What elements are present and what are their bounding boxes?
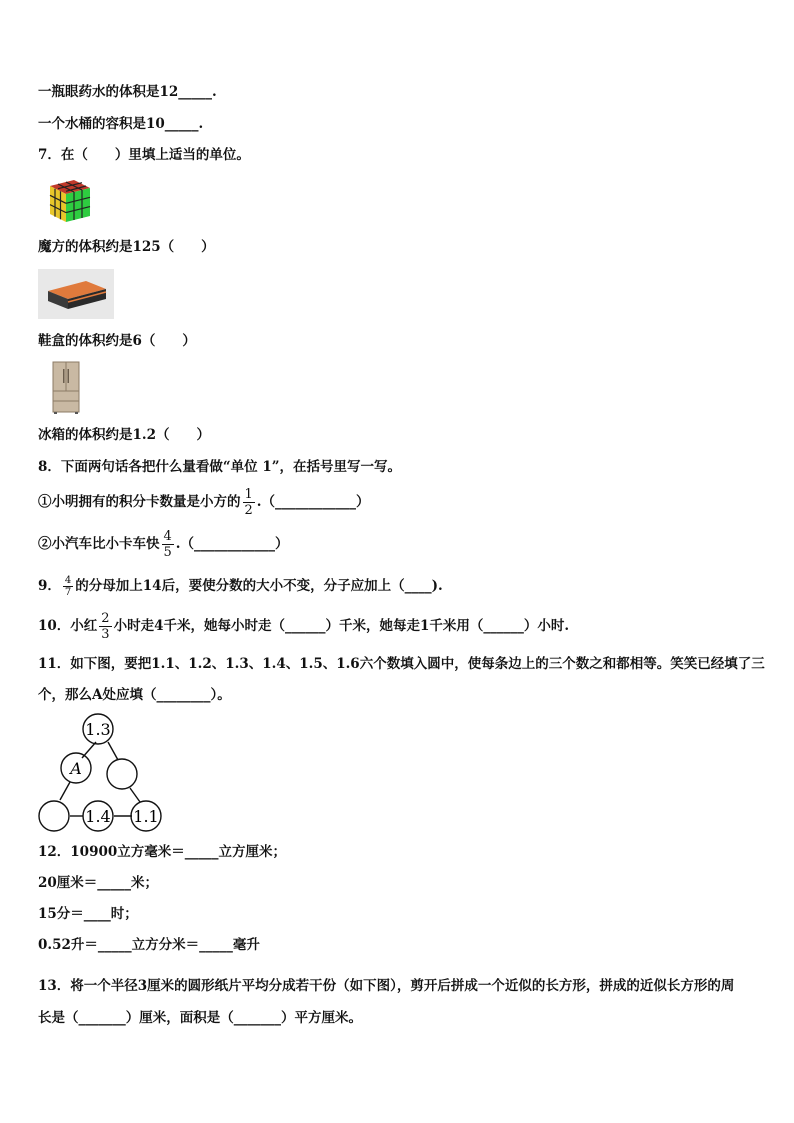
q9-fraction — [63, 575, 73, 598]
rubiks-cube-image — [44, 178, 94, 226]
q8a-text: ①小明拥有的积分卡数量是小方的 — [38, 494, 241, 510]
q8a-answer-blank: .（____________） — [256, 494, 370, 510]
question-10 — [38, 608, 569, 644]
triangle-circle-diagram — [36, 712, 166, 834]
question-12-a: 12．10900立方毫米＝_____立方厘米； — [38, 844, 287, 860]
q10-text-start: 10．小红 — [38, 618, 98, 634]
bucket-question: 一个水桶的容积是10_____. — [38, 116, 204, 132]
q10-fraction — [99, 611, 111, 642]
question-8b — [38, 526, 288, 562]
question-11-line2: 个，那么A处应填（________）。 — [38, 687, 231, 703]
q8b-denominator: 5 — [163, 544, 172, 560]
eye-drop-question: 一瓶眼药水的体积是12_____. — [38, 84, 217, 100]
label-bottom-mid: 1.4 — [85, 807, 111, 826]
label-a: A — [70, 759, 82, 778]
q9-text: 的分母加上14后，要使分数的大小不变，分子应加上（____). — [75, 578, 443, 594]
question-12-d: 0.52升＝_____立方分米＝_____毫升 — [38, 937, 260, 953]
fridge-image — [50, 361, 82, 415]
q9-numerator: 4 — [64, 574, 72, 586]
q10-numerator: 2 — [101, 610, 110, 626]
q8b-fraction — [162, 529, 174, 560]
question-8: 8．下面两句话各把什么量看做“单位 1”，在括号里写一写。 — [38, 459, 402, 475]
cube-volume-question: 魔方的体积约是125（ ） — [38, 239, 215, 255]
q8a-denominator: 2 — [244, 502, 253, 518]
edge-top-right — [108, 742, 118, 760]
question-8a — [38, 484, 369, 520]
circle-right-mid — [107, 759, 137, 789]
q9-denominator: 7 — [64, 586, 72, 598]
question-13-line2: 长是（_______）厘米，面积是（_______）平方厘米。 — [38, 1010, 362, 1026]
question-9 — [38, 570, 443, 602]
q10-text-end: 小时走4千米，她每小时走（______）千米，她每走1千米用（______）小时. — [113, 618, 570, 634]
circle-bottom-left — [39, 801, 69, 831]
edge-left-bottom — [60, 782, 70, 800]
question-12-b: 20厘米＝_____米； — [38, 875, 159, 891]
q8b-numerator: 4 — [163, 528, 172, 544]
label-bottom-right: 1.1 — [133, 807, 159, 826]
q10-denominator: 3 — [101, 626, 110, 642]
question-11-line1: 11．如下图，要把1.1、1.2、1.3、1.4、1.5、1.6六个数填入圆中，使每条边上的三个数之和都相等。笑笑已经填了三 — [38, 656, 765, 672]
q8a-fraction — [243, 487, 255, 518]
question-12-c: 15分＝____时； — [38, 906, 138, 922]
q8b-text: ②小汽车比小卡车快 — [38, 536, 160, 552]
q8a-numerator: 1 — [244, 486, 253, 502]
shoebox-image — [38, 269, 114, 319]
edge-right-bottom — [130, 788, 140, 802]
q8b-answer-blank: .（____________） — [175, 536, 289, 552]
shoebox-volume-question: 鞋盒的体积约是6（ ） — [38, 333, 196, 349]
question-13-line1: 13．将一个半径3厘米的圆形纸片平均分成若干份（如下图），剪开后拼成一个近似的长方形，拼成的近似长方形的周 — [38, 978, 735, 994]
q9-number: 9． — [38, 578, 61, 594]
fridge-volume-question: 冰箱的体积约是1.2（ ） — [38, 427, 210, 443]
label-top: 1.3 — [85, 720, 111, 739]
question-7: 7．在（ ）里填上适当的单位。 — [38, 147, 250, 163]
